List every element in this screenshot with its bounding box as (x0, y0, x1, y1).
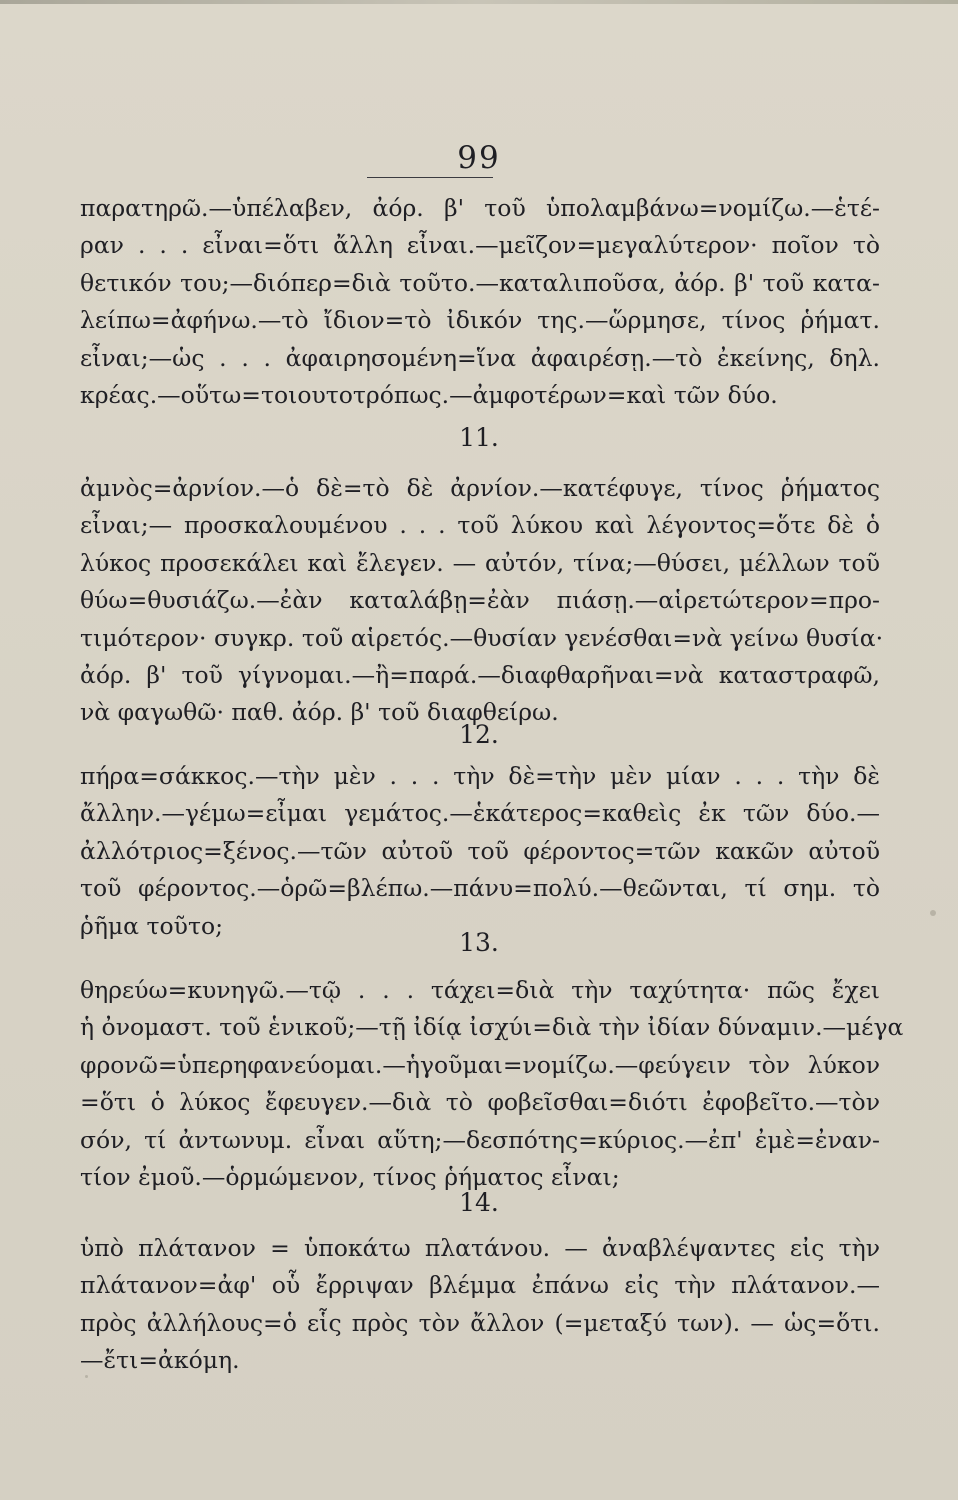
text-line: τίον ἐμοῦ.—ὁρμώμενον, τίνος ῥήματος εἶναι; (80, 1163, 620, 1192)
text-line: κρέας.—οὕτω=τοιουτοτρόπως.—ἀμφοτέρων=καὶ τῶν δύο. (80, 381, 778, 410)
text-line: λύκος προσεκάλει καὶ ἔλεγεν. — αὐτόν, τίνα;—θύσει, μέλλων τοῦ (80, 548, 880, 577)
text-line: παρατηρῶ.—ὑπέλαβεν, ἀόρ. β' τοῦ ὑπολαμβάνω=νομίζω.—ἑτέ- (80, 194, 880, 222)
text-line: εἶναι;— προσκαλουμένου . . . τοῦ λύκου καὶ λέγοντος=ὅτε δὲ ὁ (80, 511, 880, 540)
section-number-13: 13. (459, 928, 499, 957)
text-line: =ὅτι ὁ λύκος ἔφευγεν.—διὰ τὸ φοβεῖσθαι=διότι ἐφοβεῖτο.—τὸν (80, 1088, 880, 1117)
text-line: ραν . . . εἶναι=ὅτι ἄλλη εἶναι.—μεῖζον=μεγαλύτερον· ποῖον τὸ (80, 231, 880, 260)
paragraph-section-14 (80, 1230, 880, 1380)
text-line: ἄλλην.—γέμω=εἶμαι γεμάτος.—ἑκάτερος=καθεὶς ἐκ τῶν δύο.— (80, 799, 880, 828)
paper-spot (930, 910, 936, 916)
text-line: φρονῶ=ὑπερηφανεύομαι.—ἡγοῦμαι=νομίζω.—φεύγειν τὸν λύκον (80, 1050, 880, 1079)
text-line: πλάτανον=ἀφ' οὗ ἔρριψαν βλέμμα ἐπάνω εἰς τὴν πλάτανον.— (80, 1271, 880, 1300)
text-line: ἀμνὸς=ἀρνίον.—ὁ δὲ=τὸ δὲ ἀρνίον.—κατέφυγε, τίνος ῥήματος (80, 474, 880, 502)
paragraph-section-13 (80, 972, 904, 1196)
text-line: θετικόν του;—διόπερ=διὰ τοῦτο.—καταλιποῦσα, ἀόρ. β' τοῦ κατα- (80, 268, 880, 297)
paragraph-section-11 (80, 470, 884, 732)
text-line: τοῦ φέροντος.—ὁρῶ=βλέπω.—πάνυ=πολύ.—θεῶνται, τί σημ. τὸ (80, 874, 880, 903)
text-line: θηρεύω=κυνηγῶ.—τῷ . . . τάχει=διὰ τὴν ταχύτητα· πῶς ἔχει (80, 976, 880, 1004)
text-line: ἡ ὀνομαστ. τοῦ ἑνικοῦ;—τῇ ἰδίᾳ ἰσχύι=διὰ τὴν ἰδίαν δύναμιν.—μέγα (80, 1013, 904, 1042)
section-number-11: 11. (459, 423, 499, 452)
text-line: ἀλλότριος=ξένος.—τῶν αὐτοῦ τοῦ φέροντος=τῶν κακῶν αὐτοῦ (80, 836, 880, 865)
header-rule (367, 177, 493, 178)
text-line: —ἔτι=ἀκόμη. (80, 1346, 240, 1375)
text-line: εἶναι;—ὡς . . . ἀφαιρησομένη=ἵνα ἀφαιρέσῃ.—τὸ ἐκείνης, δηλ. (80, 343, 880, 372)
text-line: σόν, τί ἀντωνυμ. εἶναι αὕτη;—δεσπότης=κύριος.—ἐπ' ἐμὲ=ἐναν- (80, 1125, 880, 1154)
text-line: λείπω=ἀφήνω.—τὸ ἴδιον=τὸ ἰδικόν της.—ὥρμησε, τίνος ῥήματ. (80, 306, 880, 335)
paragraph-continuation (80, 190, 880, 414)
text-line: θύω=θυσιάζω.—ἐὰν καταλάβῃ=ἐὰν πιάσῃ.—αἱρετώτερον=προ- (80, 586, 880, 615)
text-line: νὰ φαγωθῶ· παθ. ἀόρ. β' τοῦ διαφθείρω. (80, 698, 559, 727)
paper-spot (85, 1375, 88, 1378)
section-number-14: 14. (459, 1188, 499, 1217)
text-line: πρὸς ἀλλήλους=ὁ εἷς πρὸς τὸν ἄλλον (=μεταξύ των). — ὡς=ὅτι. (80, 1308, 880, 1337)
text-line: πήρα=σάκκος.—τὴν μὲν . . . τὴν δὲ=τὴν μὲν μίαν . . . τὴν δὲ (80, 762, 880, 790)
text-line: ῥῆμα τοῦτο; (80, 911, 224, 940)
text-line: τιμότερον· συγκρ. τοῦ αἱρετός.—θυσίαν γενέσθαι=νὰ γείνω θυσία· (80, 623, 884, 652)
page-number: 99 (457, 140, 501, 176)
section-number-12: 12. (459, 720, 499, 749)
text-line: ὑπὸ πλάτανον = ὑποκάτω πλατάνου. — ἀναβλέψαντες εἰς τὴν (80, 1234, 880, 1262)
page-top-edge (0, 0, 958, 4)
text-line: ἀόρ. β' τοῦ γίγνομαι.—ἢ=παρά.—διαφθαρῆναι=νὰ καταστραφῶ, (80, 661, 880, 690)
paragraph-section-12 (80, 758, 880, 945)
